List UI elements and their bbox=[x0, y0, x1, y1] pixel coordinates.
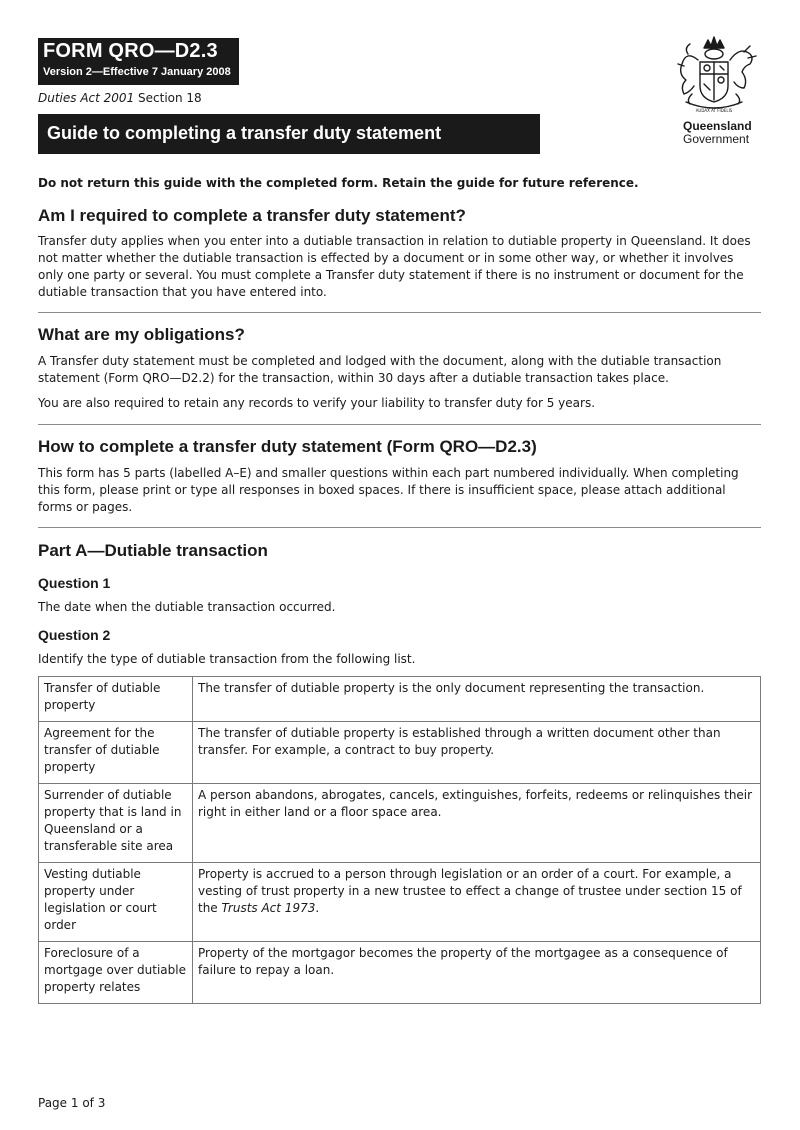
heading-part-a: Part A—Dutiable transaction bbox=[38, 541, 268, 560]
table-row bbox=[39, 863, 761, 942]
transaction-types-table bbox=[38, 676, 761, 1004]
qld-logo-government: Government bbox=[683, 132, 750, 146]
description-text: Property is accrued to a person through legislation or an order of a court. For example, a vesting of trust property in a new trustee to effect a change of trustee under section 15 of the bbox=[198, 867, 742, 915]
page-number: Page 1 of 3 bbox=[38, 1096, 106, 1110]
para-required: Transfer duty applies when you enter into a dutiable transaction in relation to dutiable property in Queensland. It does not matter whether the dutiable transaction is effected by a document or in some other way, or whether it involves only one party or several. You must complete a Transfer duty statement if there is no instrument or document for the dutiable transaction that you have entered into. bbox=[38, 234, 751, 299]
act-citation: Trusts Act 1973 bbox=[221, 901, 316, 915]
transaction-type-cell: Foreclosure of a mortgage over dutiable property relates bbox=[39, 942, 193, 1004]
description-text: Property of the mortgagor becomes the property of the mortgagee as a consequence of failure to repay a loan. bbox=[198, 946, 728, 977]
para-how-to: This form has 5 parts (labelled A–E) and smaller questions within each part numbered individually. When completing this form, please print or type all responses in boxed spaces. If there is insufficient space, please attach additional forms or pages. bbox=[38, 466, 739, 514]
act-name: Duties Act 2001 bbox=[38, 91, 135, 105]
description-text: A person abandons, abrogates, cancels, extinguishes, forfeits, redeems or relinquishes their right in either land or a floor space area. bbox=[198, 788, 753, 819]
form-title: FORM QRO—D2.3 bbox=[43, 40, 218, 62]
divider bbox=[38, 527, 761, 528]
table-row bbox=[39, 722, 761, 784]
para-question-2: Identify the type of dutiable transaction from the following list. bbox=[38, 652, 416, 666]
description-text: The transfer of dutiable property is established through a written document other than transfer. For example, a contract to buy property. bbox=[198, 726, 721, 757]
qld-logo-name: Queensland bbox=[683, 119, 752, 133]
table-row bbox=[39, 677, 761, 722]
act-section: Section 18 bbox=[134, 91, 202, 105]
queensland-coat-of-arms-icon bbox=[668, 34, 760, 116]
transaction-type-cell: Transfer of dutiable property bbox=[39, 677, 193, 722]
heading-question-1: Question 1 bbox=[38, 575, 111, 591]
divider bbox=[38, 312, 761, 313]
form-id-box bbox=[38, 38, 239, 85]
crest-motto: AUDAX AT FIDELIS bbox=[695, 108, 733, 113]
heading-required: Am I required to complete a transfer duty statement? bbox=[38, 206, 466, 225]
transaction-description-cell bbox=[193, 677, 761, 722]
retain-notice: Do not return this guide with the completed form. Retain the guide for future reference. bbox=[38, 176, 639, 190]
transaction-description-cell bbox=[193, 722, 761, 784]
para-obligations-2: You are also required to retain any records to verify your liability to transfer duty for 5 years. bbox=[38, 396, 596, 410]
transaction-description-cell bbox=[193, 942, 761, 1004]
table-row bbox=[39, 784, 761, 863]
transaction-type-cell: Surrender of dutiable property that is land in Queensland or a transferable site area bbox=[39, 784, 193, 863]
heading-obligations: What are my obligations? bbox=[38, 325, 245, 344]
para-question-1: The date when the dutiable transaction occurred. bbox=[38, 600, 336, 614]
act-reference bbox=[38, 91, 202, 106]
transaction-description-cell bbox=[193, 784, 761, 863]
description-text: The transfer of dutiable property is the only document representing the transaction. bbox=[198, 681, 705, 695]
divider bbox=[38, 424, 761, 425]
transaction-type-cell: Vesting dutiable property under legislation or court order bbox=[39, 863, 193, 942]
form-version: Version 2—Effective 7 January 2008 bbox=[43, 66, 231, 78]
para-obligations-1: A Transfer duty statement must be completed and lodged with the document, along with the dutiable transaction statement (Form QRO—D2.2) for the transaction, within 30 days after a dutiable transaction takes place. bbox=[38, 354, 722, 385]
transaction-type-cell: Agreement for the transfer of dutiable property bbox=[39, 722, 193, 784]
guide-title: Guide to completing a transfer duty statement bbox=[38, 114, 540, 154]
transaction-description-cell bbox=[193, 863, 761, 942]
heading-question-2: Question 2 bbox=[38, 627, 111, 643]
description-suffix: . bbox=[315, 901, 320, 915]
table-row bbox=[39, 942, 761, 1004]
heading-how-to: How to complete a transfer duty statement (Form QRO—D2.3) bbox=[38, 437, 537, 456]
